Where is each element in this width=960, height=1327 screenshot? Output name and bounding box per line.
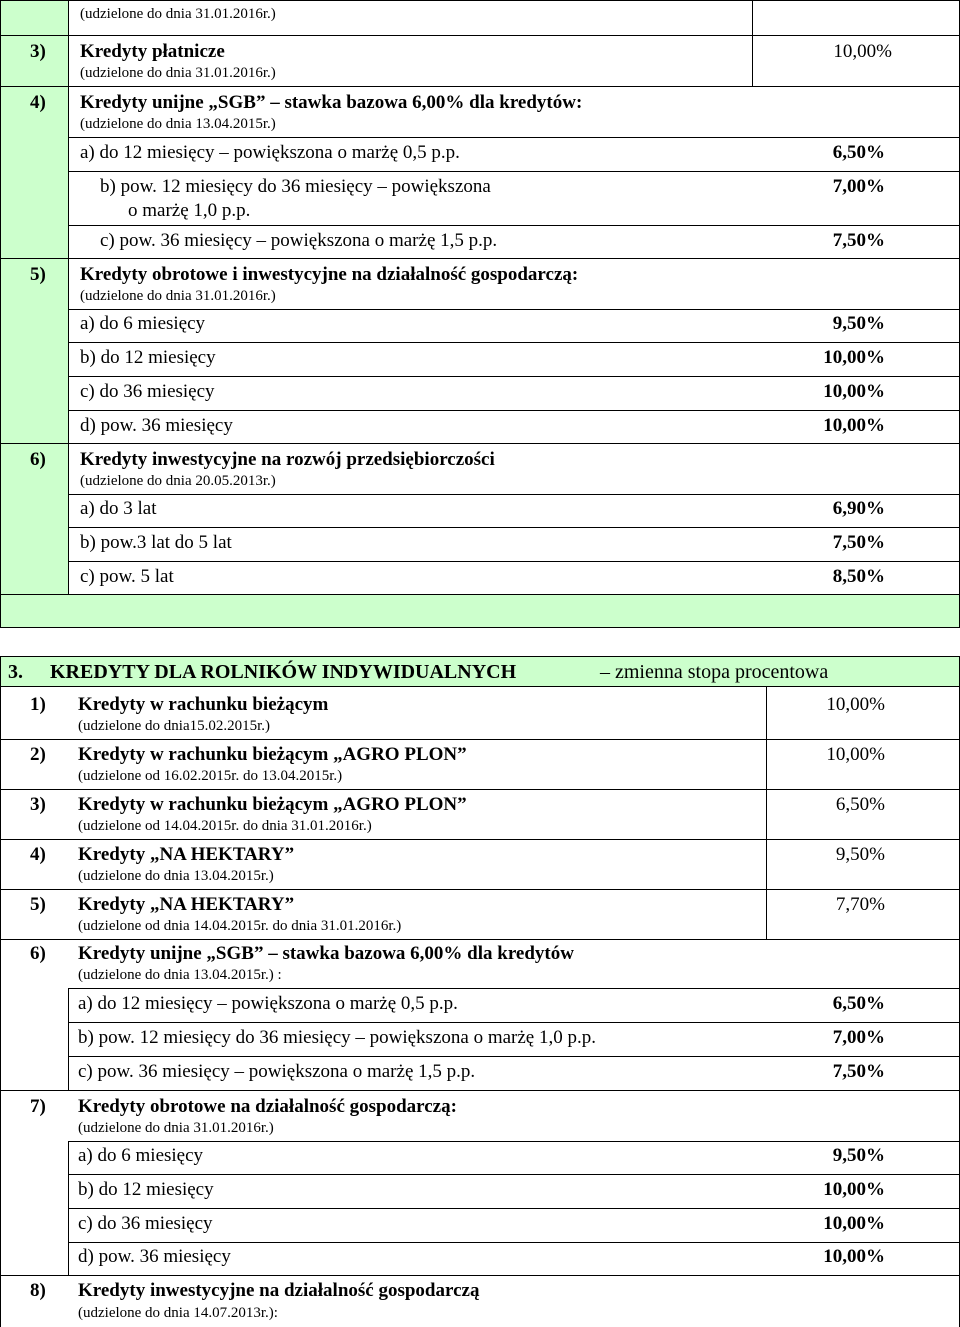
section3-heading-num: 3. (8, 661, 23, 683)
s3-item3-title: Kredyty w rachunku bieżącym „AGRO PLON” (78, 794, 467, 815)
item5-row-c-rate: 10,00% (823, 381, 885, 402)
item5-title: Kredyty obrotowe i inwestycyjne na działalność gospodarczą: (80, 264, 579, 285)
s3-item5-title: Kredyty „NA HEKTARY” (78, 894, 295, 915)
s3-item6-row-a-rate: 6,50% (832, 993, 885, 1014)
s3-item1-rate: 10,00% (826, 694, 885, 715)
s3-item4-title: Kredyty „NA HEKTARY” (78, 844, 295, 865)
item3-num: 3) (30, 41, 46, 62)
s3-item3-num: 3) (30, 794, 46, 815)
item5-row-b-label: b) do 12 miesięcy (80, 347, 216, 368)
s3-item3-rate: 6,50% (835, 794, 885, 815)
s3-item4-rate: 9,50% (835, 844, 885, 865)
s3-item5-rate: 7,70% (835, 894, 885, 915)
item4-a-rate: 6,50% (832, 142, 885, 163)
item4-num: 4) (30, 92, 46, 113)
item4-c-label: c) pow. 36 miesięcy – powiększona o marżę 1,5 p.p. (100, 230, 498, 251)
s3-item6-note: (udzielone do dnia 13.04.2015r.) : (78, 967, 282, 983)
item4-c-rate: 7,50% (832, 230, 885, 251)
item5-num: 5) (30, 264, 46, 285)
item4-a-label: a) do 12 miesięcy – powiększona o marżę 0,5 p.p. (80, 142, 460, 163)
item5-row-a-label: a) do 6 miesięcy (80, 313, 206, 334)
top-note: (udzielone do dnia 31.01.2016r.) (80, 6, 276, 22)
s3-item8-num: 8) (30, 1280, 46, 1301)
item6-title: Kredyty inwestycyjne na rozwój przedsiębiorczości (80, 449, 495, 470)
s3-item5-note: (udzielone od dnia 14.04.2015r. do dnia 31.01.2016r.) (78, 918, 402, 934)
item6-note: (udzielone do dnia 20.05.2013r.) (80, 473, 276, 489)
item3-rate: 10,00% (833, 41, 892, 62)
s3-item6-num: 6) (30, 943, 46, 964)
item5-row-b-rate: 10,00% (823, 347, 885, 368)
item6-row-c-label: c) pow. 5 lat (80, 566, 174, 587)
s3-item3-note: (udzielone od 14.04.2015r. do dnia 31.01.2016r.) (78, 818, 372, 834)
s3-item7-title: Kredyty obrotowe na działalność gospodarczą: (78, 1096, 457, 1117)
s3-item7-row-d-label: d) pow. 36 miesięcy (78, 1246, 231, 1267)
item6-row-b-rate: 7,50% (832, 532, 885, 553)
s3-item7-row-b-rate: 10,00% (823, 1179, 885, 1200)
item5-row-d-label: d) pow. 36 miesięcy (80, 415, 233, 436)
item4-b-label1: b) pow. 12 miesięcy do 36 miesięcy – powiększona (100, 176, 491, 197)
s3-item6-row-b-rate: 7,00% (832, 1027, 885, 1048)
item3-title: Kredyty płatnicze (80, 41, 225, 62)
item6-row-b-label: b) pow.3 lat do 5 lat (80, 532, 232, 553)
item4-b-rate: 7,00% (832, 176, 885, 197)
s3-item2-num: 2) (30, 744, 46, 765)
item5-note: (udzielone do dnia 31.01.2016r.) (80, 288, 276, 304)
s3-item7-row-c-rate: 10,00% (823, 1213, 885, 1234)
s3-item2-note: (udzielone od 16.02.2015r. do 13.04.2015r.) (78, 768, 343, 784)
s3-item7-row-c-label: c) do 36 miesięcy (78, 1213, 213, 1234)
s3-item6-row-b-label: b) pow. 12 miesięcy do 36 miesięcy – powiększona o marżę 1,0 p.p. (78, 1027, 596, 1048)
item6-row-a-label: a) do 3 lat (80, 498, 157, 519)
s3-item7-row-d-rate: 10,00% (823, 1246, 885, 1267)
s3-item7-row-b-label: b) do 12 miesięcy (78, 1179, 214, 1200)
item6-row-c-rate: 8,50% (832, 566, 885, 587)
s3-item6-row-c-rate: 7,50% (832, 1061, 885, 1082)
s3-item4-note: (udzielone do dnia 13.04.2015r.) (78, 868, 274, 884)
item5-row-a-rate: 9,50% (832, 313, 885, 334)
s3-item7-row-a-rate: 9,50% (832, 1145, 885, 1166)
item3-note: (udzielone do dnia 31.01.2016r.) (80, 65, 276, 81)
s3-item7-num: 7) (30, 1096, 46, 1117)
s3-item1-num: 1) (30, 694, 46, 715)
item6-num: 6) (30, 449, 46, 470)
section3-heading-title: KREDYTY DLA ROLNIKÓW INDYWIDUALNYCH (50, 661, 517, 683)
section3-heading-suffix: – zmienna stopa procentowa (600, 661, 829, 683)
item4-note: (udzielone do dnia 13.04.2015r.) (80, 116, 276, 132)
s3-item6-row-a-label: a) do 12 miesięcy – powiększona o marżę 0,5 p.p. (78, 993, 458, 1014)
s3-item1-title: Kredyty w rachunku bieżącym (78, 694, 329, 715)
bottom-strip (0, 594, 960, 628)
s3-item2-rate: 10,00% (826, 744, 885, 765)
s3-item7-row-a-label: a) do 6 miesięcy (78, 1145, 204, 1166)
s3-item8-title: Kredyty inwestycyjne na działalność gospodarczą (78, 1280, 480, 1301)
s3-item7-note: (udzielone do dnia 31.01.2016r.) (78, 1120, 274, 1136)
item6-row-a-rate: 6,90% (832, 498, 885, 519)
s3-item2-title: Kredyty w rachunku bieżącym „AGRO PLON” (78, 744, 467, 765)
item5-row-d-rate: 10,00% (823, 415, 885, 436)
s3-item4-num: 4) (30, 844, 46, 865)
s3-item6-title: Kredyty unijne „SGB” – stawka bazowa 6,00% dla kredytów (78, 943, 574, 964)
item4-title: Kredyty unijne „SGB” – stawka bazowa 6,00% dla kredytów: (80, 92, 583, 113)
s3-item1-note: (udzielone do dnia15.02.2015r.) (78, 718, 271, 734)
item4-b-label2: o marżę 1,0 p.p. (128, 200, 251, 221)
s3-item5-num: 5) (30, 894, 46, 915)
item5-row-c-label: c) do 36 miesięcy (80, 381, 215, 402)
s3-item6-row-c-label: c) pow. 36 miesięcy – powiększona o marżę 1,5 p.p. (78, 1061, 476, 1082)
s3-item8-note: (udzielone do dnia 14.07.2013r.): (78, 1305, 278, 1321)
